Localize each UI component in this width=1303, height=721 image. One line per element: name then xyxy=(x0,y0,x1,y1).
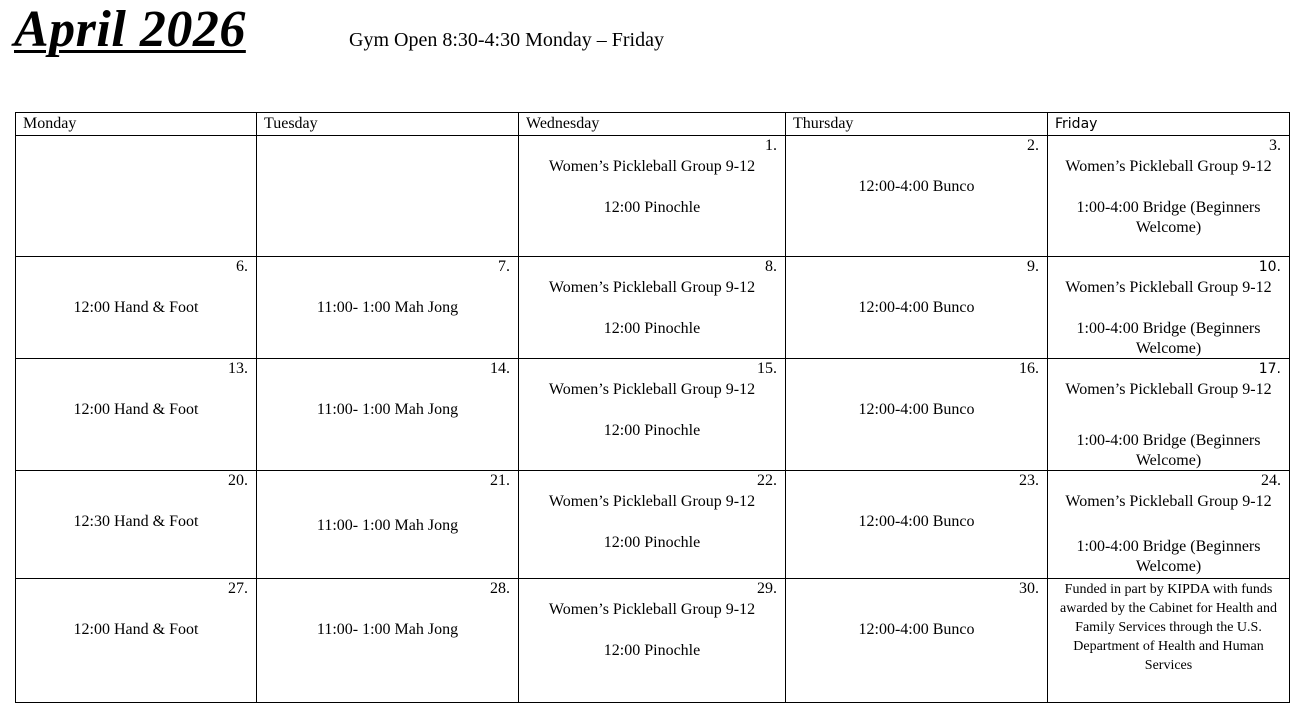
day-cell xyxy=(16,359,257,471)
day-number: 8. xyxy=(765,258,777,275)
event-mah-jong: 11:00- 1:00 Mah Jong xyxy=(316,517,459,534)
page-title: April 2026 xyxy=(14,1,246,58)
day-number: 10. xyxy=(1258,259,1281,275)
funding-note: Funded in part by KIPDA with funds awarded by the Cabinet for Health and Family Services through the U.S. Department of Health and Human Services xyxy=(1060,582,1277,673)
day-cell xyxy=(786,579,1048,703)
event-hand-and-foot: 12:00 Hand & Foot xyxy=(73,401,199,418)
day-cell xyxy=(1048,359,1290,471)
day-cell-empty xyxy=(257,136,519,257)
day-number: 2. xyxy=(1027,137,1039,154)
event-bunco: 12:00-4:00 Bunco xyxy=(858,178,975,195)
day-cell xyxy=(257,471,519,579)
day-cell xyxy=(519,579,786,703)
day-number: 6. xyxy=(236,258,248,275)
event-pickleball: Women’s Pickleball Group 9-12 xyxy=(548,158,756,175)
day-cell xyxy=(519,359,786,471)
day-number: 27. xyxy=(228,580,248,597)
event-pickleball: Women’s Pickleball Group 9-12 xyxy=(1065,381,1272,398)
day-cell xyxy=(519,257,786,359)
event-pinochle: 12:00 Pinochle xyxy=(603,422,701,439)
event-pickleball: Women’s Pickleball Group 9-12 xyxy=(548,601,756,618)
day-number: 16. xyxy=(1019,360,1039,377)
event-mah-jong: 11:00- 1:00 Mah Jong xyxy=(316,401,459,418)
event-pickleball: Women’s Pickleball Group 9-12 xyxy=(1065,158,1272,175)
event-bridge: 1:00-4:00 Bridge (Beginners Welcome) xyxy=(1076,432,1261,469)
day-cell-funding-note xyxy=(1048,579,1290,703)
event-bunco: 12:00-4:00 Bunco xyxy=(858,401,975,418)
week-row xyxy=(16,579,1290,703)
day-cell xyxy=(1048,257,1290,359)
event-pinochle: 12:00 Pinochle xyxy=(603,199,701,216)
day-cell-empty xyxy=(16,136,257,257)
event-pinochle: 12:00 Pinochle xyxy=(603,320,701,337)
event-pickleball: Women’s Pickleball Group 9-12 xyxy=(548,493,756,510)
day-header-thursday: Thursday xyxy=(786,113,1048,136)
day-cell xyxy=(786,136,1048,257)
day-cell xyxy=(519,136,786,257)
day-cell xyxy=(16,579,257,703)
event-pinochle: 12:00 Pinochle xyxy=(603,642,701,659)
day-number: 20. xyxy=(228,472,248,489)
day-number: 29. xyxy=(757,580,777,597)
day-number: 3. xyxy=(1269,137,1281,154)
day-number: 14. xyxy=(490,360,510,377)
day-cell xyxy=(257,579,519,703)
event-mah-jong: 11:00- 1:00 Mah Jong xyxy=(316,299,459,316)
day-cell xyxy=(786,257,1048,359)
day-cell xyxy=(257,257,519,359)
event-mah-jong: 11:00- 1:00 Mah Jong xyxy=(316,621,459,638)
day-cell xyxy=(16,471,257,579)
event-bunco: 12:00-4:00 Bunco xyxy=(858,621,975,638)
event-bridge: 1:00-4:00 Bridge (Beginners Welcome) xyxy=(1076,538,1261,575)
weekday-header-row xyxy=(16,113,1290,136)
day-number: 1. xyxy=(765,137,777,154)
day-number: 13. xyxy=(228,360,248,377)
event-pickleball: Women’s Pickleball Group 9-12 xyxy=(548,279,756,296)
event-bunco: 12:00-4:00 Bunco xyxy=(858,513,975,530)
event-pickleball: Women’s Pickleball Group 9-12 xyxy=(1065,493,1272,510)
day-header-friday: Friday xyxy=(1048,113,1290,136)
event-pickleball: Women’s Pickleball Group 9-12 xyxy=(1065,279,1272,296)
day-number: 7. xyxy=(498,258,510,275)
day-number: 9. xyxy=(1027,258,1039,275)
day-cell xyxy=(1048,471,1290,579)
day-number: 15. xyxy=(757,360,777,377)
event-pinochle: 12:00 Pinochle xyxy=(603,534,701,551)
day-number: 22. xyxy=(757,472,777,489)
day-number: 28. xyxy=(490,580,510,597)
day-cell xyxy=(16,257,257,359)
event-hand-and-foot: 12:30 Hand & Foot xyxy=(73,513,199,530)
day-number: 23. xyxy=(1019,472,1039,489)
day-number: 17. xyxy=(1258,361,1281,377)
day-header-monday: Monday xyxy=(16,113,257,136)
event-bridge: 1:00-4:00 Bridge (Beginners Welcome) xyxy=(1076,199,1261,236)
week-row xyxy=(16,471,1290,579)
event-pickleball: Women’s Pickleball Group 9-12 xyxy=(548,381,756,398)
week-row xyxy=(16,257,1290,359)
week-row xyxy=(16,359,1290,471)
event-hand-and-foot: 12:00 Hand & Foot xyxy=(73,299,199,316)
day-cell xyxy=(786,471,1048,579)
gym-hours: Gym Open 8:30-4:30 Monday – Friday xyxy=(349,29,664,51)
day-cell xyxy=(786,359,1048,471)
event-bunco: 12:00-4:00 Bunco xyxy=(858,299,975,316)
day-number: 24. xyxy=(1261,472,1281,489)
event-bridge: 1:00-4:00 Bridge (Beginners Welcome) xyxy=(1076,320,1261,357)
day-header-tuesday: Tuesday xyxy=(257,113,519,136)
week-row xyxy=(16,136,1290,257)
day-cell xyxy=(257,359,519,471)
day-number: 30. xyxy=(1019,580,1039,597)
day-cell xyxy=(519,471,786,579)
day-number: 21. xyxy=(490,472,510,489)
day-cell xyxy=(1048,136,1290,257)
calendar-table xyxy=(15,112,1290,703)
day-header-wednesday: Wednesday xyxy=(519,113,786,136)
event-hand-and-foot: 12:00 Hand & Foot xyxy=(73,621,199,638)
